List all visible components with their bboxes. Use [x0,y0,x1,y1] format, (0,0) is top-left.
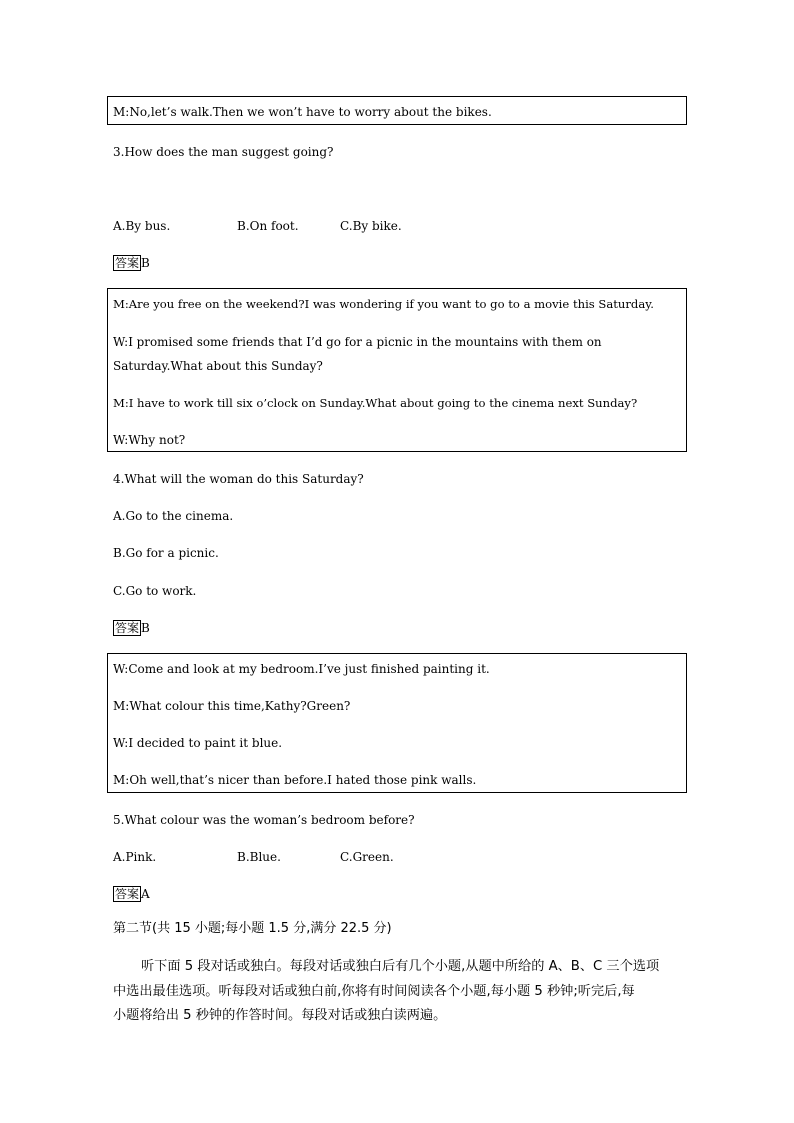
question-4: 4.What will the woman do this Saturday? [113,472,364,486]
dialogue-box-1 [107,96,687,125]
dialogue-line: M:What colour this time,Kathy?Green? [113,699,351,713]
option-a: A.Pink. [113,850,157,864]
answer-4 [113,620,150,636]
dialogue-line: Saturday.What about this Sunday? [113,359,323,373]
option-c: C.Go to work. [113,584,197,598]
answer-5 [113,886,150,902]
dialogue-box-2 [107,288,687,452]
instruction-line: 小题将给出 5 秒钟的作答时间。每段对话或独白读两遍。 [113,1008,447,1023]
option-b: B.Go for a picnic. [113,546,219,560]
question-3: 3.How does the man suggest going? [113,145,334,159]
answer-tag: 答案 [115,621,140,635]
dialogue-line: W:I promised some friends that I’d go for a picnic in the mountains with them on [113,335,602,349]
answer-tag: 答案 [115,256,140,270]
section-heading: 第二节(共 15 小题;每小题 1.5 分,满分 22.5 分) [113,921,392,936]
option-c: C.Green. [340,850,394,864]
instruction-line: 听下面 5 段对话或独白。每段对话或独白后有几个小题,从题中所给的 A、B、C 三个选项 [141,959,660,974]
dialogue-line: M:I have to work till six o’clock on Sunday.What about going to the cinema next Sunday? [113,396,638,410]
dialogue-line: M:Are you free on the weekend?I was wondering if you want to go to a movie this Saturday. [113,297,654,311]
dialogue-line: M:No,let’s walk.Then we won’t have to worry about the bikes. [113,105,492,119]
answer-3 [113,255,150,271]
dialogue-line: W:Why not? [113,433,186,447]
answer-value: A [141,887,150,901]
dialogue-line: M:Oh well,that’s nicer than before.I hated those pink walls. [113,773,477,787]
option-b: B.On foot. [237,219,299,233]
dialogue-line: W:Come and look at my bedroom.I’ve just finished painting it. [113,662,490,676]
answer-value: B [141,621,150,635]
option-b: B.Blue. [237,850,281,864]
dialogue-box-3 [107,653,687,793]
option-c: C.By bike. [340,219,402,233]
answer-tag: 答案 [115,887,140,901]
option-a: A.Go to the cinema. [113,509,234,523]
dialogue-line: W:I decided to paint it blue. [113,736,283,750]
answer-value: B [141,256,150,270]
question-5: 5.What colour was the woman’s bedroom before? [113,813,415,827]
option-a: A.By bus. [113,219,171,233]
instruction-line: 中选出最佳选项。听每段对话或独白前,你将有时间阅读各个小题,每小题 5 秒钟;听完后,每 [113,984,635,999]
